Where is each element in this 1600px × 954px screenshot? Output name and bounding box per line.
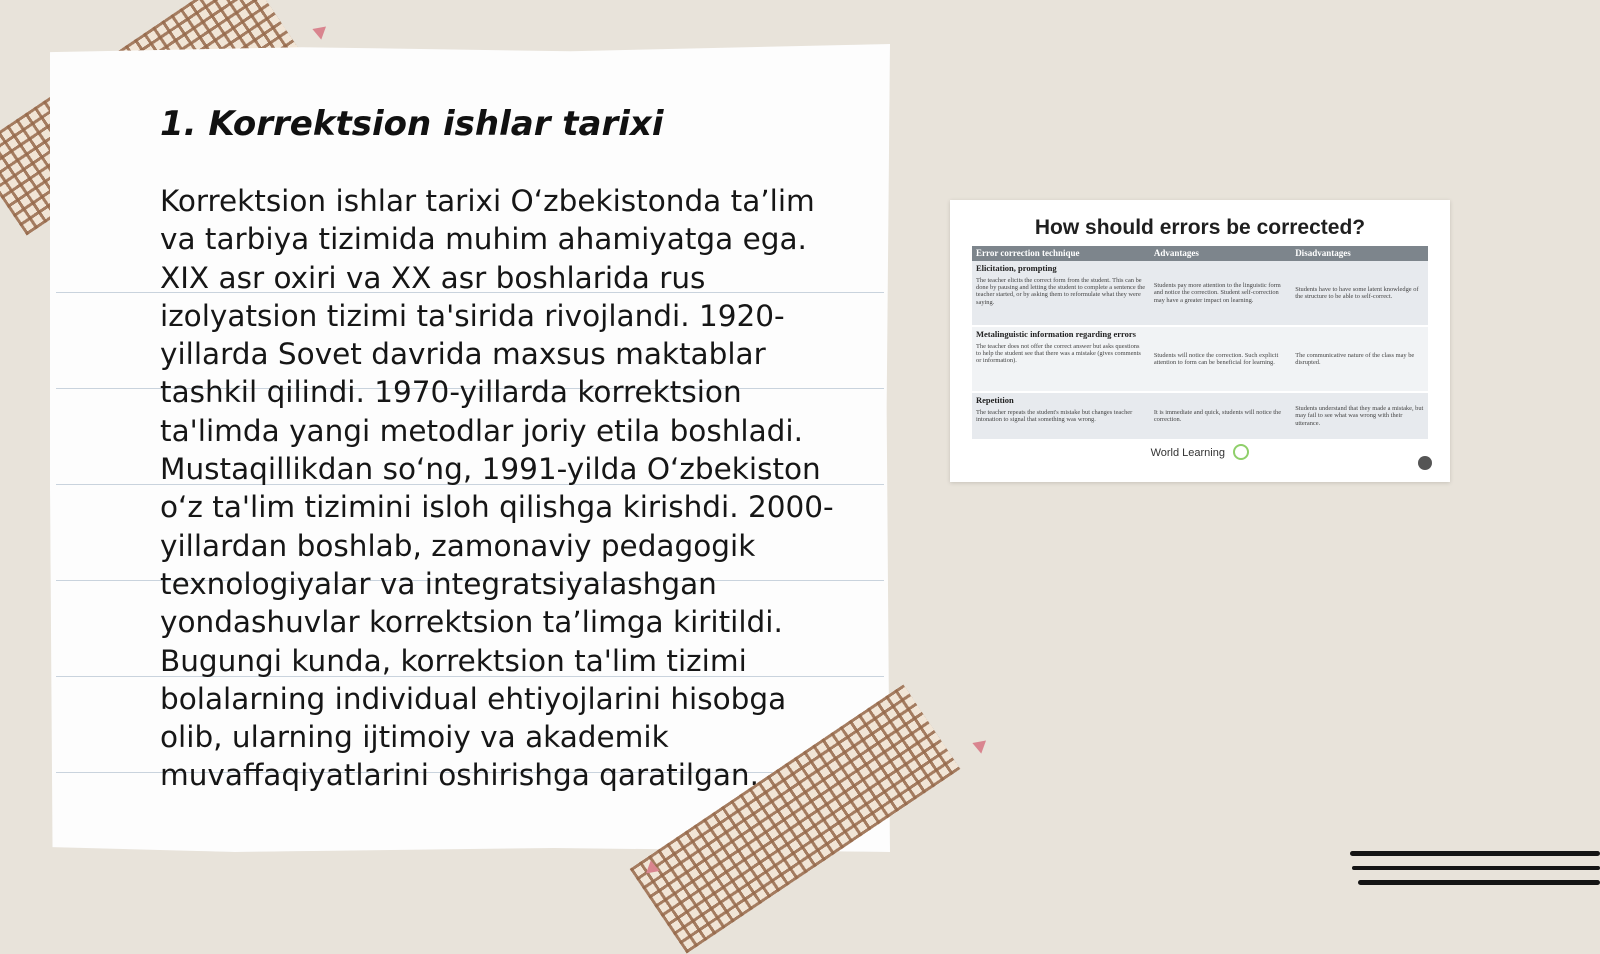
table-row bbox=[972, 392, 1428, 440]
body-paragraph: Korrektsion ishlar tarixi O‘zbekistonda ta’lim va tarbiya tizimida muhim ahamiyatga ega. XIX asr oxiri va XX asr boshlarida rus izolyatsion tizimi ta'sirida rivojlandi. 1920-yillarda Sovet davrida maxsus maktablar tashkil qilindi. 1970-yillarda korrektsion ta'limda yangi metodlar joriy etila boshladi. Mustaqillikdan so‘ng, 1991-yilda O‘zbekiston o‘z ta'lim tizimini isloh qilishga kirishdi. 2000-yillardan boshlab, zamonaviy pedagogik texnologiyalar va integratsiyalashgan yondashuvlar korrektsion ta’limga kiritildi. Bugungi kunda, korrektsion ta'lim tizimi bolalarning individual ehtiyojlarini hisobga olib, ularning ijtimoiy va akademik muvaffaqiyatlarini oshirishga qaratilgan. bbox=[160, 184, 834, 793]
technique-name: Metalinguistic information regarding errors bbox=[976, 329, 1136, 339]
section-heading: 1. Korrektsion ishlar tarixi bbox=[160, 104, 664, 144]
table-header: Advantages bbox=[1150, 246, 1291, 261]
disadvantages-cell: Students have to have some latent knowledge of the structure to be able to self-correct. bbox=[1291, 261, 1428, 326]
technique-description: The teacher does not offer the correct answer but asks questions to help the student see that there was a mistake (gives comments or information). bbox=[976, 342, 1141, 365]
pin-marker bbox=[310, 22, 326, 39]
logo-text: World Learning bbox=[1150, 447, 1225, 459]
error-correction-table bbox=[972, 246, 1428, 441]
table-header-row bbox=[972, 246, 1428, 261]
table-header: Error correction technique bbox=[972, 246, 1150, 261]
slide-dot-icon bbox=[1418, 456, 1432, 470]
embedded-slide-image bbox=[950, 200, 1450, 482]
disadvantages-cell: Students understand that they made a mistake, but may fail to see what was wrong with their utterance. bbox=[1291, 392, 1428, 440]
disadvantages-cell: The communicative nature of the class may be disrupted. bbox=[1291, 326, 1428, 392]
technique-description: The teacher repeats the student's mistake but changes teacher intonation to signal that something was wrong. bbox=[976, 408, 1133, 423]
brush-stroke bbox=[1350, 851, 1600, 856]
advantages-cell: Students will notice the correction. Such explicit attention to form can be beneficial for learning. bbox=[1150, 326, 1291, 392]
technique-cell bbox=[972, 392, 1150, 440]
table-header: Disadvantages bbox=[1291, 246, 1428, 261]
brush-stroke bbox=[1358, 880, 1600, 885]
table-row bbox=[972, 261, 1428, 326]
brush-stroke bbox=[1352, 866, 1600, 870]
world-learning-logo bbox=[950, 443, 1450, 461]
technique-cell bbox=[972, 326, 1150, 392]
technique-description: The teacher elicits the correct form from the student. This can be done by pausing and letting the student to complete a sentence the teacher started, or by asking them to reformulate what they were saying. bbox=[976, 276, 1146, 306]
logo-ring-icon bbox=[1233, 444, 1249, 460]
slide-title: How should errors be corrected? bbox=[1034, 216, 1366, 239]
pin-marker bbox=[970, 736, 986, 753]
advantages-cell: Students pay more attention to the linguistic form and notice the correction. Student self-correction may have a greater impact on learning. bbox=[1150, 261, 1291, 326]
technique-cell bbox=[972, 261, 1150, 326]
technique-name: Elicitation, prompting bbox=[976, 263, 1057, 273]
advantages-cell: It is immediate and quick, students will notice the correction. bbox=[1150, 392, 1291, 440]
table-row bbox=[972, 326, 1428, 392]
technique-name: Repetition bbox=[976, 395, 1014, 405]
